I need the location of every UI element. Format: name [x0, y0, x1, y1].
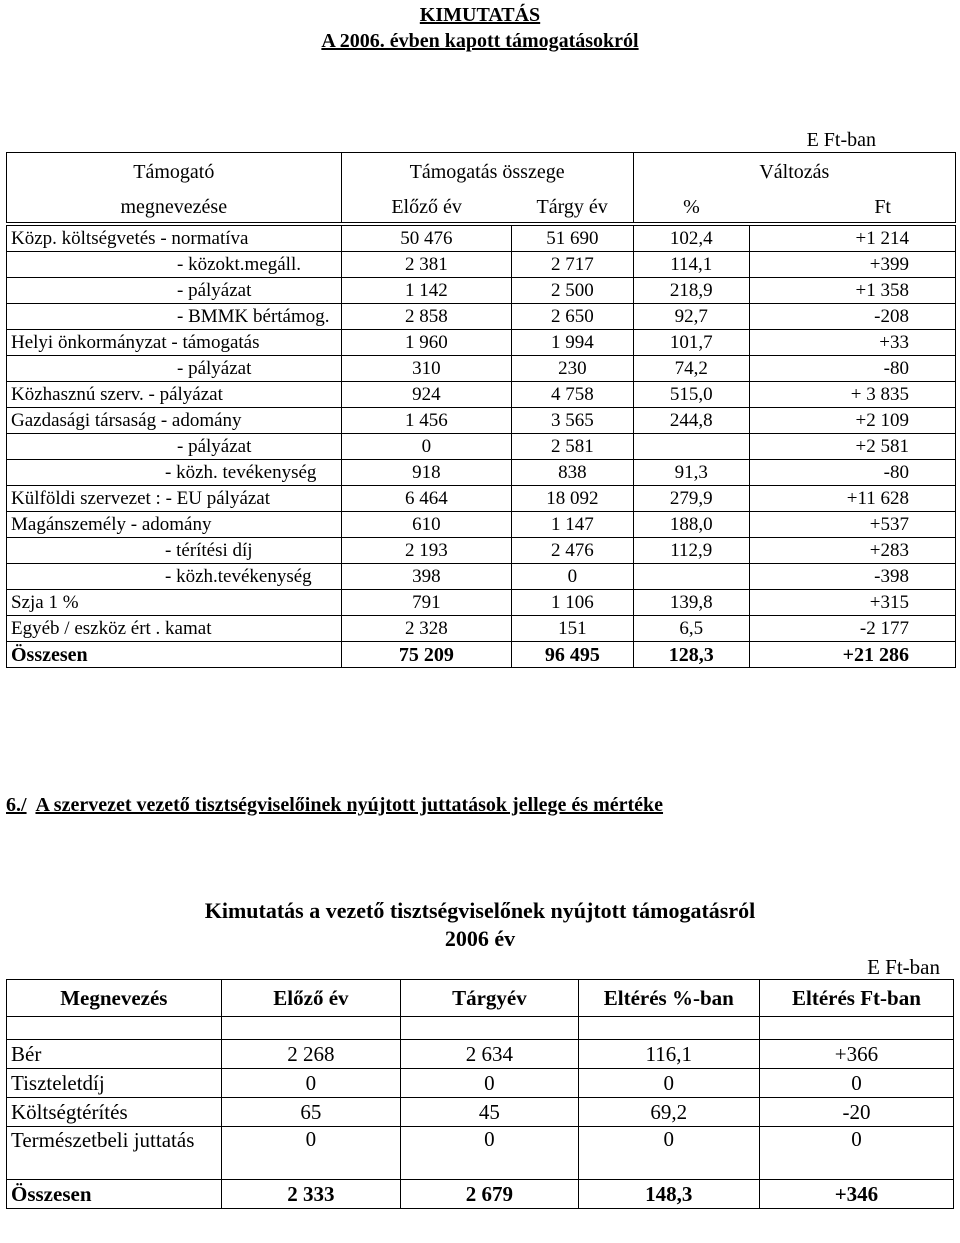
row-ft: -80 [749, 460, 955, 486]
row-curr-year: 4 758 [512, 382, 634, 408]
row-label: Magánszemély - adomány [7, 512, 342, 538]
row-curr-year: 2 500 [512, 278, 634, 304]
row-ft: +33 [749, 330, 955, 356]
header-supporter: Támogató [7, 153, 342, 192]
row-prev-year: 0 [341, 434, 512, 460]
t2-row-label: Bér [7, 1040, 222, 1069]
t2-header-pct: Eltérés %-ban [578, 980, 759, 1017]
table-total-row [7, 642, 956, 668]
table-row [7, 304, 956, 330]
table-row [7, 330, 956, 356]
row-ft: +2 581 [749, 434, 955, 460]
header-curr-year: Tárgy év [512, 191, 634, 224]
table-header-row [7, 153, 956, 192]
header-percent: % [633, 191, 749, 224]
row-prev-year: 610 [341, 512, 512, 538]
row-label: - pályázat [7, 356, 342, 382]
table-row [7, 278, 956, 304]
row-prev-year: 2 193 [341, 538, 512, 564]
row-ft: +537 [749, 512, 955, 538]
table-row [7, 460, 956, 486]
row-curr-year: 230 [512, 356, 634, 382]
row-percent: 188,0 [633, 512, 749, 538]
table2-title: Kimutatás a vezető tisztségviselőnek nyújtott támogatásról [204, 898, 756, 923]
t2-total-pct: 148,3 [578, 1180, 759, 1209]
row-percent: 218,9 [633, 278, 749, 304]
row-label: - közokt.megáll. [7, 252, 342, 278]
row-prev-year: 1 142 [341, 278, 512, 304]
t2-header-name: Megnevezés [7, 980, 222, 1017]
header-amount: Támogatás összege [341, 153, 633, 192]
row-percent: 6,5 [633, 616, 749, 642]
row-curr-year: 0 [512, 564, 634, 590]
t2-row-curr: 2 634 [401, 1040, 579, 1069]
section-6-heading: 6./ A szervezet vezető tisztségviselőinek nyújtott juttatások jellege és mértéke [6, 794, 664, 816]
row-percent: 112,9 [633, 538, 749, 564]
row-curr-year: 2 581 [512, 434, 634, 460]
table-row [7, 252, 956, 278]
row-prev-year: 2 328 [341, 616, 512, 642]
t2-total-curr: 2 679 [401, 1180, 579, 1209]
row-percent: 91,3 [633, 460, 749, 486]
total-pct: 128,3 [633, 642, 749, 668]
t2-total-ft: +346 [759, 1180, 953, 1209]
t2-row-ft: +366 [759, 1040, 953, 1069]
row-percent [633, 434, 749, 460]
t2-row [7, 1069, 954, 1098]
row-percent: 74,2 [633, 356, 749, 382]
unit-label: E Ft-ban [806, 129, 876, 151]
row-curr-year: 151 [512, 616, 634, 642]
t2-row-curr: 0 [401, 1069, 579, 1098]
t2-row-curr: 0 [401, 1127, 579, 1180]
t2-row-pct: 0 [578, 1127, 759, 1180]
row-prev-year: 924 [341, 382, 512, 408]
row-ft: +1 358 [749, 278, 955, 304]
row-curr-year: 838 [512, 460, 634, 486]
row-label: Közp. költségvetés - normatíva [7, 224, 342, 252]
total-curr: 96 495 [512, 642, 634, 668]
table-row [7, 564, 956, 590]
total-ft: +21 286 [749, 642, 955, 668]
row-prev-year: 310 [341, 356, 512, 382]
row-label: Egyéb / eszköz ért . kamat [7, 616, 342, 642]
row-label: - BMMK bértámog. [7, 304, 342, 330]
t2-row-prev: 65 [221, 1098, 400, 1127]
row-percent: 102,4 [633, 224, 749, 252]
row-ft: + 3 835 [749, 382, 955, 408]
row-prev-year: 1 960 [341, 330, 512, 356]
table-row [7, 224, 956, 252]
row-prev-year: 6 464 [341, 486, 512, 512]
row-ft: -80 [749, 356, 955, 382]
header-change: Változás [633, 153, 955, 192]
document-subtitle: A 2006. évben kapott támogatásokról [321, 30, 639, 52]
t2-row-pct: 116,1 [578, 1040, 759, 1069]
table-row [7, 512, 956, 538]
t2-total-label: Összesen [7, 1180, 222, 1209]
row-ft: -398 [749, 564, 955, 590]
row-curr-year: 2 650 [512, 304, 634, 330]
row-prev-year: 398 [341, 564, 512, 590]
table-row [7, 382, 956, 408]
row-prev-year: 918 [341, 460, 512, 486]
table-subheader-row [7, 191, 956, 224]
support-table [6, 152, 956, 668]
table-row [7, 434, 956, 460]
row-percent: 515,0 [633, 382, 749, 408]
t2-total-row [7, 1180, 954, 1209]
row-percent [633, 564, 749, 590]
table2-header-row [7, 980, 954, 1017]
row-curr-year: 3 565 [512, 408, 634, 434]
t2-row-prev: 2 268 [221, 1040, 400, 1069]
t2-row [7, 1098, 954, 1127]
officer-benefits-table [6, 979, 954, 1209]
t2-row-prev: 0 [221, 1127, 400, 1180]
t2-row-curr: 45 [401, 1098, 579, 1127]
t2-row-pct: 0 [578, 1069, 759, 1098]
header-name: megnevezése [7, 191, 342, 224]
row-ft: +283 [749, 538, 955, 564]
t2-row-label: Költségtérítés [7, 1098, 222, 1127]
table2-year: 2006 év [444, 926, 516, 951]
t2-header-curr: Tárgyév [401, 980, 579, 1017]
row-curr-year: 2 476 [512, 538, 634, 564]
row-ft: +2 109 [749, 408, 955, 434]
row-percent: 139,8 [633, 590, 749, 616]
total-label: Összesen [7, 642, 342, 668]
row-curr-year: 51 690 [512, 224, 634, 252]
header-ft: Ft [749, 191, 955, 224]
row-prev-year: 2 858 [341, 304, 512, 330]
row-curr-year: 18 092 [512, 486, 634, 512]
table-row [7, 408, 956, 434]
table-row [7, 616, 956, 642]
table-row [7, 538, 956, 564]
t2-header-ft: Eltérés Ft-ban [759, 980, 953, 1017]
row-ft: -2 177 [749, 616, 955, 642]
table-row [7, 486, 956, 512]
row-percent: 101,7 [633, 330, 749, 356]
row-label: Helyi önkormányzat - támogatás [7, 330, 342, 356]
row-ft: +399 [749, 252, 955, 278]
row-percent: 244,8 [633, 408, 749, 434]
row-ft: +315 [749, 590, 955, 616]
row-prev-year: 50 476 [341, 224, 512, 252]
row-prev-year: 791 [341, 590, 512, 616]
t2-row-ft: 0 [759, 1069, 953, 1098]
t2-row-ft: -20 [759, 1098, 953, 1127]
row-curr-year: 1 106 [512, 590, 634, 616]
row-prev-year: 1 456 [341, 408, 512, 434]
total-prev: 75 209 [341, 642, 512, 668]
t2-row [7, 1127, 954, 1180]
row-label: - közh.tevékenység [7, 564, 342, 590]
t2-row-label: Természetbeli juttatás [7, 1127, 222, 1180]
row-curr-year: 1 994 [512, 330, 634, 356]
table2-spacer-row [7, 1017, 954, 1040]
row-label: - közh. tevékenység [7, 460, 342, 486]
t2-header-prev: Előző év [221, 980, 400, 1017]
row-label: Külföldi szervezet : - EU pályázat [7, 486, 342, 512]
row-curr-year: 2 717 [512, 252, 634, 278]
t2-row-pct: 69,2 [578, 1098, 759, 1127]
t2-row-ft: 0 [759, 1127, 953, 1180]
row-label: - térítési díj [7, 538, 342, 564]
table-row [7, 356, 956, 382]
table2-unit-label: E Ft-ban [867, 955, 940, 979]
row-percent: 114,1 [633, 252, 749, 278]
row-ft: +1 214 [749, 224, 955, 252]
row-percent: 279,9 [633, 486, 749, 512]
t2-row-label: Tiszteletdíj [7, 1069, 222, 1098]
t2-total-prev: 2 333 [221, 1180, 400, 1209]
document-title: KIMUTATÁS [419, 4, 541, 26]
row-ft: -208 [749, 304, 955, 330]
t2-row-prev: 0 [221, 1069, 400, 1098]
row-label: - pályázat [7, 434, 342, 460]
table-row [7, 590, 956, 616]
row-label: Gazdasági társaság - adomány [7, 408, 342, 434]
row-label: Közhasznú szerv. - pályázat [7, 382, 342, 408]
row-prev-year: 2 381 [341, 252, 512, 278]
row-ft: +11 628 [749, 486, 955, 512]
row-curr-year: 1 147 [512, 512, 634, 538]
header-prev-year: Előző év [341, 191, 512, 224]
row-label: Szja 1 % [7, 590, 342, 616]
t2-row [7, 1040, 954, 1069]
row-percent: 92,7 [633, 304, 749, 330]
row-label: - pályázat [7, 278, 342, 304]
